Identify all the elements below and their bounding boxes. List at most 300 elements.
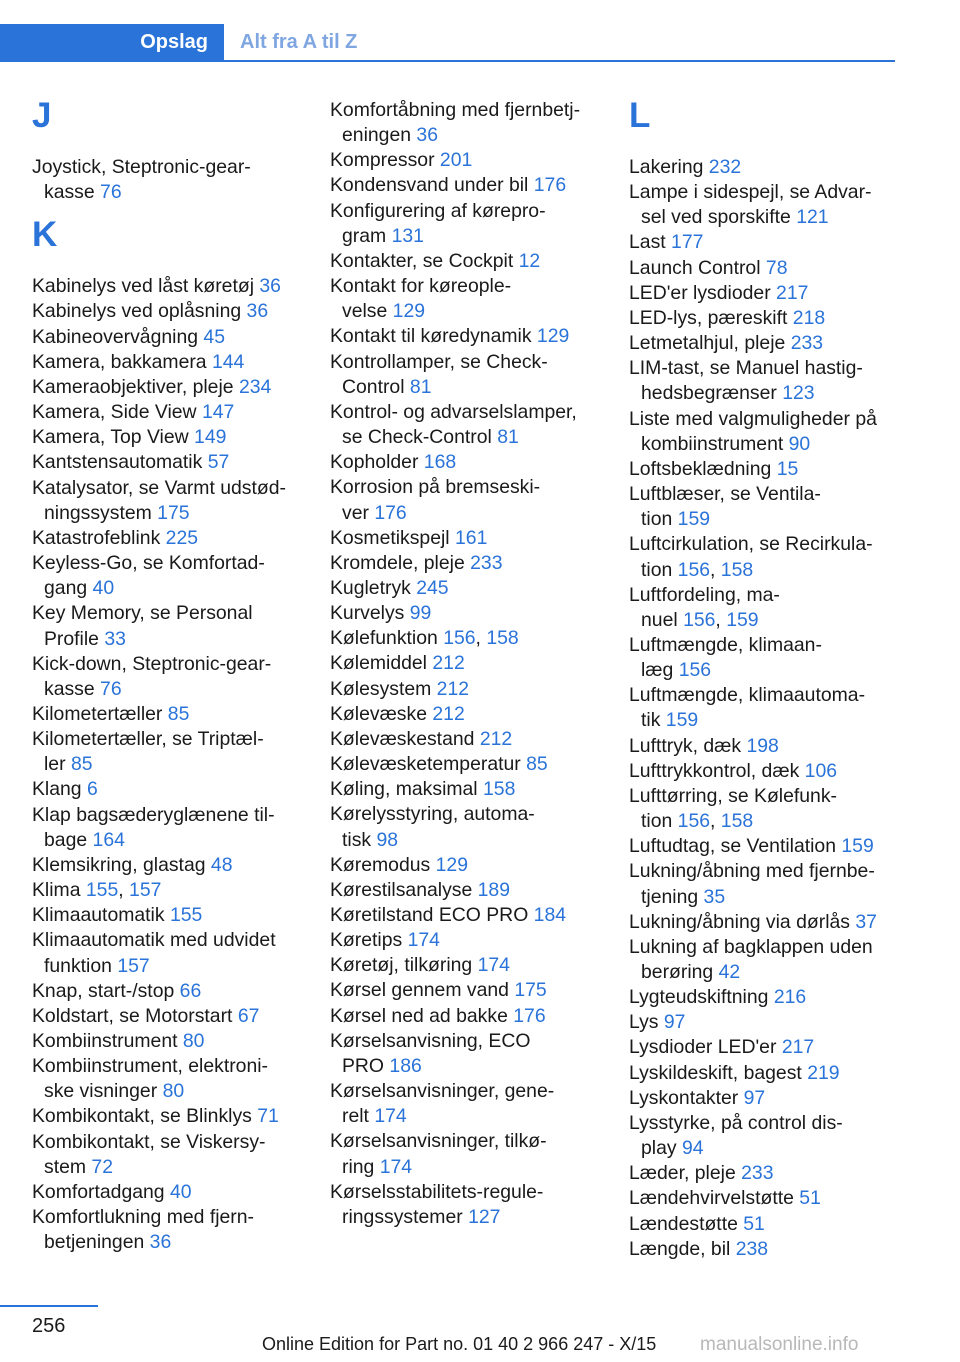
entry-term: Kontrollamper, se Check-: [330, 350, 548, 373]
entry-term-continued: ver: [342, 501, 369, 524]
entry-term: Kølevæsketemperatur: [330, 753, 521, 776]
entry-term: Kørselsstabilitets-regule-: [330, 1180, 544, 1203]
page-link[interactable]: 81: [497, 426, 519, 449]
entry-term-continued: gram: [342, 224, 387, 247]
page-link[interactable]: 175: [157, 501, 190, 524]
entry-term: Kurvelys: [330, 602, 405, 625]
entry-term: Kilometertæller, se Triptæl-: [32, 728, 264, 751]
entry-term: Lyskontakter: [629, 1086, 739, 1109]
page-link[interactable]: 15: [776, 457, 799, 480]
page-link[interactable]: 149: [194, 426, 227, 449]
entry-term: Kabineovervågning: [32, 325, 199, 348]
index-entry: [32, 652, 307, 702]
page-link[interactable]: 131: [391, 224, 424, 247]
page-link[interactable]: 48: [210, 853, 233, 876]
index-entry: [330, 928, 610, 953]
index-entry: [629, 633, 909, 683]
entry-term-continued: tjening: [641, 885, 699, 908]
page-link[interactable]: 159: [665, 709, 699, 732]
index-entry: [330, 324, 610, 349]
index-entry: [330, 727, 610, 752]
watermark: manualsonline.info: [700, 1334, 859, 1355]
page-link[interactable]: 66: [179, 979, 202, 1002]
index-entry: Kølefunktion 156, 158: [330, 627, 519, 650]
index-entry: [629, 356, 909, 406]
index-entry: [330, 878, 610, 903]
page-link[interactable]: 168: [423, 451, 457, 474]
page-link[interactable]: 72: [91, 1155, 113, 1178]
index-entry: [629, 1186, 909, 1211]
index-entry: [32, 1205, 307, 1255]
index-entry: [330, 551, 610, 576]
page-link[interactable]: 85: [167, 702, 190, 725]
entry-term: Køretilstand ECO PRO: [330, 904, 529, 926]
index-entry: [629, 306, 909, 331]
index-entry: [32, 727, 307, 777]
page-link[interactable]: 121: [796, 206, 829, 229]
page-link[interactable]: 161: [455, 526, 488, 549]
index-entry: [330, 400, 610, 450]
page-link[interactable]: 147: [201, 401, 235, 424]
entry-term-continued: berøring: [641, 961, 714, 983]
index-entry: [629, 683, 909, 733]
page-link[interactable]: 159: [726, 608, 759, 631]
header-bar: [0, 24, 895, 62]
index-entry: [330, 274, 610, 324]
index-entry: [629, 935, 909, 985]
entry-term: Kantstensautomatik: [32, 451, 203, 474]
index-entry: [330, 903, 610, 928]
page-link[interactable]: 156: [677, 558, 711, 581]
index-entry: [32, 853, 307, 878]
page-link[interactable]: 212: [436, 677, 470, 700]
page-link[interactable]: 129: [392, 300, 426, 323]
entry-term: Kugletryk: [330, 576, 411, 599]
index-entry: [32, 1054, 307, 1104]
page-link[interactable]: 76: [100, 181, 122, 204]
page-link[interactable]: 176: [513, 1004, 546, 1027]
page-link[interactable]: 189: [477, 878, 510, 901]
entry-term-continued: stem: [44, 1155, 87, 1178]
entry-term: LED-lys, pæreskift: [629, 306, 788, 329]
index-entry: [330, 978, 610, 1003]
page-link[interactable]: 159: [677, 508, 711, 531]
page-link[interactable]: 219: [807, 1061, 840, 1084]
index-entry: [629, 859, 909, 909]
page-link[interactable]: 201: [439, 149, 473, 172]
index-entry: [629, 331, 909, 356]
page-link[interactable]: 51: [743, 1212, 765, 1235]
page-link[interactable]: 232: [708, 156, 742, 178]
index-entry: [32, 425, 307, 450]
entry-term: Kombikontakt, se Blinklys: [32, 1105, 252, 1128]
page-link[interactable]: 186: [389, 1054, 422, 1077]
index-entry: [629, 1237, 909, 1262]
entry-term-continued: ring: [342, 1155, 375, 1178]
entry-term: Lyskildeskift, bagest: [629, 1061, 802, 1084]
entry-term: Korrosion på bremseski-: [330, 476, 541, 499]
section-letter: K: [32, 215, 58, 255]
page-link[interactable]: 71: [257, 1105, 279, 1128]
page-link[interactable]: 35: [703, 885, 726, 908]
entry-term-continued: tik: [641, 709, 661, 732]
page-link[interactable]: 212: [432, 702, 465, 725]
page-link[interactable]: 177: [671, 231, 704, 254]
entry-term: Komfortåbning med fjernbetj-: [330, 99, 581, 121]
entry-term-continued: tisk: [342, 828, 372, 851]
page-link[interactable]: 218: [792, 306, 826, 329]
entry-term: Klimaautomatik: [32, 904, 165, 927]
entry-term: Klap bagsæderyglænene til-: [32, 803, 275, 826]
page-link[interactable]: 233: [741, 1162, 774, 1185]
page-link[interactable]: 212: [479, 727, 513, 750]
page-link[interactable]: 156: [677, 810, 711, 833]
entry-term: Kilometertæller: [32, 702, 163, 725]
entry-term-continued: læg: [641, 659, 674, 682]
entry-term-continued: ske visninger: [44, 1080, 158, 1103]
index-entry: Luftcirkulation, se Recirkula- tion 156, 158: [629, 533, 873, 581]
entry-term: Kosmetikspejl: [330, 526, 450, 549]
entry-term: Kamera, Top View: [32, 426, 189, 449]
entry-term-continued: kasse: [44, 677, 95, 700]
entry-term: Katalysator, se Varmt udstød-: [32, 476, 286, 499]
entry-term: Kørsel gennem vand: [330, 979, 509, 1002]
page-link[interactable]: 80: [162, 1080, 185, 1103]
entry-term: Kølevæske: [330, 702, 427, 725]
entry-term: Luftmængde, klimaan-: [629, 633, 822, 656]
entry-term: Klima: [32, 879, 81, 902]
index-entry: [32, 777, 307, 802]
entry-term: Komfortadgang: [32, 1180, 165, 1203]
entry-term: LED'er lysdioder: [629, 281, 771, 304]
entry-term: Lampe i sidespejl, se Advar-: [629, 181, 872, 204]
entry-term-continued: ler: [44, 753, 66, 776]
section-letter: L: [629, 96, 651, 135]
page-link[interactable]: 217: [776, 281, 809, 304]
page-link[interactable]: 123: [782, 382, 815, 405]
index-entry: [32, 325, 307, 350]
page-link[interactable]: 158: [720, 810, 754, 833]
entry-term: Kromdele, pleje: [330, 551, 465, 574]
index-entry: [32, 803, 307, 853]
entry-term: Kontakt for køreople-: [330, 275, 512, 298]
entry-term: Kombiinstrument: [32, 1030, 178, 1052]
entry-term-continued: PRO: [342, 1054, 385, 1077]
index-entry: [32, 274, 307, 299]
entry-term: Keyless-Go, se Komfortad-: [32, 552, 265, 575]
index-entry: [330, 677, 610, 702]
index-entry: [629, 281, 909, 306]
index-entry: [330, 1029, 610, 1079]
index-entry: [629, 230, 909, 255]
index-entry: [330, 249, 610, 274]
index-entry: [32, 702, 307, 727]
index-entry: [32, 601, 307, 651]
page-link[interactable]: 212: [432, 652, 465, 675]
page-link[interactable]: 216: [773, 986, 807, 1009]
page-link[interactable]: 98: [376, 828, 399, 851]
entry-term: Kameraobjektiver, pleje: [32, 375, 234, 398]
page-link[interactable]: 36: [246, 300, 269, 323]
index-entry: [330, 601, 610, 626]
entry-term: Klang: [32, 778, 82, 801]
index-entry: [330, 526, 610, 551]
entry-term: Lændestøtte: [629, 1212, 738, 1235]
index-entry: [629, 910, 909, 935]
page-link[interactable]: 42: [718, 961, 741, 983]
page-link[interactable]: 12: [518, 249, 541, 272]
page-link[interactable]: 164: [92, 828, 125, 851]
entry-term: Kamera, bakkamera: [32, 350, 207, 373]
index-entry: [629, 759, 909, 784]
entry-term-continued: sel ved sporskifte: [641, 206, 791, 229]
entry-term-continued: gang: [44, 577, 88, 600]
index-entry: [32, 350, 307, 375]
page-link[interactable]: 174: [407, 929, 440, 952]
page-link[interactable]: 51: [799, 1187, 821, 1210]
page-link[interactable]: 174: [477, 954, 510, 977]
index-column-2: [330, 98, 610, 1230]
page-link[interactable]: 36: [416, 124, 438, 147]
page-link[interactable]: 234: [238, 375, 272, 398]
page-link[interactable]: 81: [409, 375, 432, 398]
entry-term: Katastrofeblink: [32, 526, 161, 549]
tab-opslag[interactable]: [0, 24, 224, 60]
entry-term-continued: ringssystemer: [342, 1205, 463, 1228]
index-entry: [330, 1129, 610, 1179]
page-link[interactable]: 85: [526, 753, 548, 776]
index-entry: [330, 1004, 610, 1029]
page-link[interactable]: 175: [514, 979, 547, 1002]
entry-term: Key Memory, se Personal: [32, 602, 253, 625]
page-link[interactable]: 80: [182, 1030, 205, 1052]
page-link[interactable]: 129: [536, 325, 570, 348]
page-link[interactable]: 176: [374, 501, 407, 524]
entry-term: Kørselsanvisninger, tilkø-: [330, 1130, 547, 1153]
entry-term: Kørselsanvisning, ECO: [330, 1029, 531, 1052]
entry-term: Lys: [629, 1011, 659, 1034]
entry-term: Køremodus: [330, 853, 431, 876]
entry-term-continued: relt: [342, 1105, 369, 1128]
entry-term: Kølevæskestand: [330, 727, 475, 750]
entry-term-continued: ningssystem: [44, 501, 152, 524]
page-link[interactable]: 158: [486, 627, 519, 650]
index-entry: [629, 155, 909, 180]
page-link[interactable]: 6: [87, 778, 98, 801]
index-entry: [32, 1180, 307, 1205]
index-entry: [330, 953, 610, 978]
entry-term: Kamera, Side View: [32, 401, 197, 424]
page-link[interactable]: 99: [409, 602, 432, 625]
section-letter: J: [32, 96, 52, 135]
entry-term: Luftmængde, klimaautoma-: [629, 684, 866, 707]
page-link[interactable]: 238: [735, 1237, 769, 1260]
page-link[interactable]: 155: [169, 904, 203, 927]
page-link[interactable]: 156: [678, 659, 712, 682]
page-link[interactable]: 174: [379, 1155, 413, 1178]
page-link[interactable]: 156: [683, 608, 716, 631]
page-link[interactable]: 57: [207, 451, 230, 474]
entry-term-continued: Profile: [44, 627, 99, 650]
page-link[interactable]: 217: [781, 1036, 815, 1059]
index-entry: [32, 1130, 307, 1180]
index-entry: [629, 1061, 909, 1086]
index-entry: [629, 1035, 909, 1060]
page-link[interactable]: 85: [70, 753, 93, 776]
page-link[interactable]: 36: [149, 1231, 172, 1254]
page-link[interactable]: 176: [533, 174, 567, 197]
page-link[interactable]: 106: [804, 759, 838, 782]
page-link[interactable]: 158: [483, 778, 516, 801]
entry-term-continued: bage: [44, 828, 88, 851]
page-link[interactable]: 76: [100, 677, 122, 700]
page-link[interactable]: 158: [720, 558, 754, 581]
entry-term: Kølefunktion: [330, 627, 438, 650]
page-link[interactable]: 174: [374, 1105, 407, 1128]
entry-term: Kørselsanvisninger, gene-: [330, 1080, 555, 1103]
index-entry: [629, 1086, 909, 1111]
entry-term: Lufttørring, se Kølefunk-: [629, 784, 837, 807]
entry-term: Kombikontakt, se Viskersy-: [32, 1130, 266, 1153]
page-link[interactable]: 233: [470, 551, 503, 574]
entry-term: LIM-tast, se Manuel hastig-: [629, 357, 863, 380]
index-entry: [629, 734, 909, 759]
page-link[interactable]: 36: [259, 275, 281, 298]
entry-term-continued: betjeningen: [44, 1231, 145, 1254]
index-entry: [32, 1004, 307, 1029]
index-entry: [330, 475, 610, 525]
entry-term: Kabinelys ved låst køretøj: [32, 275, 254, 298]
index-entry: [330, 802, 610, 852]
entry-term: Kick-down, Steptronic-gear-: [32, 652, 272, 675]
entry-term-continued: velse: [342, 300, 388, 323]
index-entry: [629, 834, 909, 859]
entry-term: Køling, maksimal: [330, 778, 478, 801]
entry-term: Kørestilsanalyse: [330, 878, 473, 901]
index-entry: [32, 526, 307, 551]
entry-term: Kondensvand under bil: [330, 174, 529, 197]
index-entry: [32, 979, 307, 1004]
index-entry: [629, 985, 909, 1010]
index-entry: [330, 702, 610, 727]
entry-term-continued: tion: [641, 558, 673, 581]
index-column-1: [32, 98, 307, 1255]
entry-term: Længde, bil: [629, 1237, 731, 1260]
entry-term: Kombiinstrument, elektroni-: [32, 1055, 269, 1078]
entry-term: Lukning/åbning via dørlås: [629, 910, 850, 933]
entry-term: Køretøj, tilkøring: [330, 954, 473, 977]
page-link[interactable]: 245: [416, 576, 449, 599]
page-link[interactable]: 198: [746, 734, 779, 757]
entry-term-continued: eningen: [342, 124, 412, 147]
page-link[interactable]: 159: [841, 835, 874, 858]
page-link[interactable]: 155: [85, 879, 119, 902]
page-link[interactable]: 78: [765, 256, 788, 279]
entry-term-continued: Control: [342, 375, 405, 398]
index-entry: [330, 450, 610, 475]
entry-term: Kontakt til køredynamik: [330, 325, 532, 348]
page-link[interactable]: 233: [790, 332, 824, 355]
entry-term: Lændehvirvelstøtte: [629, 1187, 794, 1210]
header-divider: [0, 60, 895, 62]
page-link[interactable]: 156: [443, 627, 476, 650]
entry-term: Klimaautomatik med udvidet: [32, 929, 276, 952]
entry-term-continued: kombiinstrument: [641, 432, 784, 455]
entry-term: Luftblæser, se Ventila-: [629, 483, 821, 506]
page-link[interactable]: 97: [663, 1011, 686, 1034]
index-entry: [330, 1180, 610, 1230]
page-link[interactable]: 40: [92, 577, 115, 600]
footer-divider: [0, 1305, 98, 1307]
entry-term: Læder, pleje: [629, 1162, 736, 1185]
index-entry: [629, 1161, 909, 1186]
entry-term: Lygteudskiftning: [629, 986, 769, 1009]
index-entry: [32, 1029, 307, 1054]
index-entry: [629, 482, 909, 532]
entry-term: Lukning af bagklappen uden: [629, 935, 873, 958]
page-link[interactable]: 67: [237, 1004, 260, 1027]
tab-opslag-label: Opslag: [140, 30, 208, 53]
entry-term: Komfortlukning med fjern-: [32, 1206, 255, 1229]
page-link[interactable]: 40: [169, 1180, 192, 1203]
page-link[interactable]: 225: [165, 526, 199, 549]
index-entry: [32, 450, 307, 475]
page-link[interactable]: 45: [203, 325, 225, 348]
page-link[interactable]: 33: [104, 627, 126, 650]
entry-term: Joystick, Steptronic-gear-: [32, 156, 251, 178]
index-entry: [629, 180, 909, 230]
page-link[interactable]: 97: [743, 1086, 766, 1109]
page-link[interactable]: 129: [435, 853, 468, 876]
page-link[interactable]: 37: [855, 910, 877, 933]
index-entry: [330, 350, 610, 400]
entry-term: Liste med valgmuligheder på: [629, 407, 877, 430]
entry-term: Køretips: [330, 929, 403, 952]
index-entry: [32, 903, 307, 928]
index-entry: [330, 853, 610, 878]
entry-term-continued: tion: [641, 810, 673, 833]
index-entry: [330, 199, 610, 249]
page-link[interactable]: 144: [211, 350, 245, 373]
page-link[interactable]: 157: [117, 954, 150, 977]
page-link[interactable]: 90: [788, 432, 811, 455]
tab-alt-fra-a-til-z-label: Alt fra A til Z: [240, 30, 358, 53]
index-entry: [629, 1010, 909, 1035]
index-entry: [32, 928, 307, 978]
entry-term-continued: play: [641, 1137, 677, 1160]
entry-term: Lakering: [629, 156, 704, 178]
index-entry: [629, 256, 909, 281]
entry-term: Kopholder: [330, 451, 419, 474]
index-entry: Luftfordeling, ma- nuel 156, 159: [629, 583, 780, 631]
page-link[interactable]: 157: [129, 879, 162, 902]
tab-alt-fra-a-til-z[interactable]: [240, 24, 357, 60]
entry-term: Kølesystem: [330, 677, 432, 700]
page-link[interactable]: 127: [468, 1205, 501, 1228]
page-link[interactable]: 184: [533, 904, 567, 926]
index-entry: [32, 400, 307, 425]
entry-term: Luftudtag, se Ventilation: [629, 835, 836, 858]
entry-term: Kabinelys ved oplåsning: [32, 300, 242, 323]
index-entry: [629, 457, 909, 482]
index-entry: Lufttørring, se Kølefunk- tion 156, 158: [629, 784, 837, 833]
index-entry: Klima 155, 157: [32, 879, 162, 902]
entry-term: Lufttryk, dæk: [629, 734, 742, 757]
page-link[interactable]: 94: [681, 1137, 704, 1160]
entry-term-continued: tion: [641, 508, 673, 531]
entry-term: Kørelysstyring, automa-: [330, 803, 535, 826]
entry-term: Lysdioder LED'er: [629, 1036, 777, 1059]
